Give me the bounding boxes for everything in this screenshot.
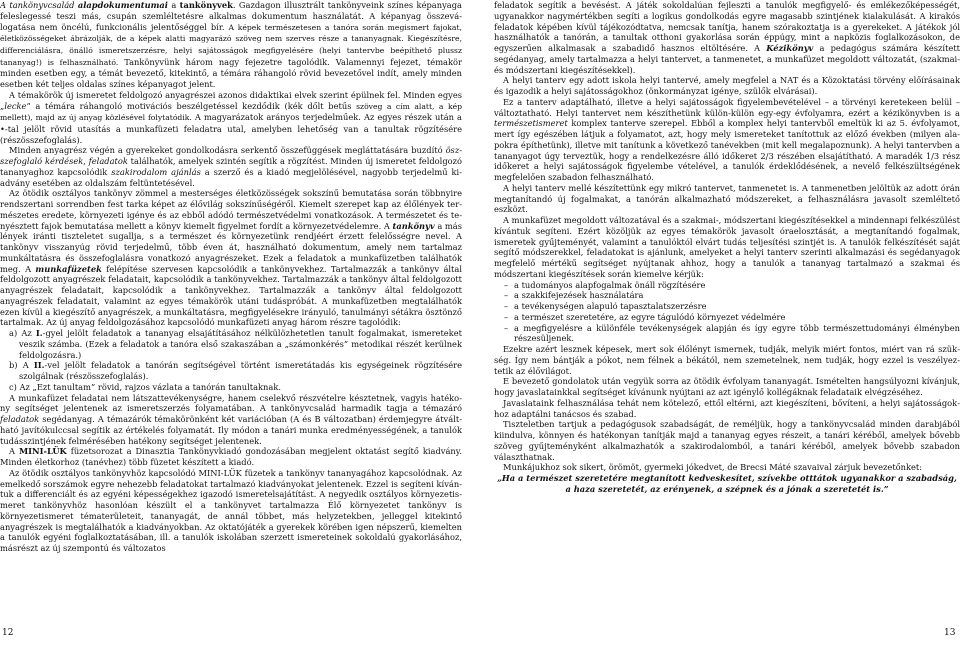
- lesson-structure-paragraph: A témakörök új ismeretet feldolgozó anyagrészei azonos didaktikai elvek szerint épülnek fel. Minden egyes „lecke” a témára ráhangoló motivációs beszélgetéssel kezdődik (kék dőlt betűs szöveg a cím alatt, a kép mellett), majd az új anyag közlésével folytatódik. A magyarázatok arányos terjedelműek. Az egyes részek után a •-tal jelölt rövid utasítás a munkafüzeti feladatra utal, amelyben lehetőség van a tanultak rögzítésére (részösszefoglalás).: [0, 89, 462, 145]
- workbook-task-types-list: [0, 328, 462, 393]
- right-column: [494, 0, 960, 495]
- mini-luk-paragraph: A MINI-LÜK füzetsorozat a Dinasztia Tankönyvkiadó gondozásában megjelent oktatást segítő kiadvány. Minden életkorhoz (tanévhez) több füzetet készített a kiadó.: [0, 446, 462, 468]
- teacher-freedom-paragraph: Tiszteletben tartjuk a pedagógusok szabadságát, de reméljük, hogy a tankönyvcsalád minden darabjából kiindulva, könnyen és hatékonyan tanítják majd a tananyag egyes részeit, a tanári kéréből, amelyek bővebb szöveg gyűjteményként alkalmazhatók a szakirodalomból, a tanári kéréből, amelyek bővebb szabadon választhatnak.: [494, 419, 960, 462]
- page-number-left: 12: [2, 628, 14, 638]
- page-number-right: 13: [944, 628, 956, 638]
- left-column: [0, 0, 462, 554]
- intro-paragraph: A tankönyvcsalád alapdokumentumai a tankönyvek. Gazdagon illusztrált tankönyveink színes képanyaga feleslegessé teszi más, csupán szemléltetésre alkalmas dokumentum használatát. A képanyag összeválogatása nem öncélú, funkcionális jelentőséggel bír. A képek természetesen a tanóra során megismert fajokat, életközösségeket ábrázolják, de a képek alatti magyarázó szöveg nem szerves része a tananyagnak. Kiegészítésre, differenciálásra, önálló ismeretszerzésre, helyi sajátosságok megfigyelésére (helyi tantervbe beépíthető plussz tananyag!) is felhasználható. Tankönyvünk három nagy fejezetre tagolódik. Valamennyi fejezet, témakör minden esetben egy, a témát bevezető, kitekintő, a témára ráhangoló rövid bevezetővel indít, amely minden esetben két teljes oldalas színes képanyagot jelent.: [0, 0, 462, 90]
- list-item: b) A II.-vel jelölt feladatok a tanórán segítségével történt ismeretátadás kis egységeinek rögzítésére szolgálnak (részösszefoglalás).: [9, 360, 462, 382]
- suggestions-optional-paragraph: Javaslataink felhasználása tehát nem kötelező, ettől eltérni, azt kiegészíteni, bővíteni, a helyi sajátosságokhoz adaptálni tanácsos és szabad.: [494, 397, 960, 419]
- closing-wishes-paragraph: Munkájukhoz sok sikert, örömöt, gyermeki jókedvet, de Brecsi Máté szavaival zárjuk bevezetőnket:: [503, 462, 923, 473]
- list-item: – a szakkifejezések használatára: [514, 290, 960, 301]
- fifth-grade-textbook-paragraph: Az ötödik osztályos tankönyv zömmel a mesterséges életközösségek sokszínű bemutatása során többnyire rendszertani sorrendben fest tarka képet az élővilág sokszínűségéről. Kiemelt szerepet kap az élőlények természetes eredete, környezeti igénye és az ebből adódó természetvédelmi vonatkozások. A természetet és tenyésztett fajok bemutatása mellett a könyv kiemelt figyelmet fordít a környezetvédelemre. A tankönyv a más lények iránti tiszteletet sugallja, s a természet és környezetünk rendjéért érzett felelősségre nevel. A tankönyv visszanyúg rövid terjedelmű, több éven át, használható dokumentum, amely nem tartalmaz munkáltatásra és összefoglalásra vonatkozó anyagrészeket. Ezek a feladatok a munkafüzetben találhatók meg. A munkafüzetek felépítése szervesen kapcsolódik a tankönyvekhez. Tartalmazzák a tankönyv által feldolgozott anyagrészek feladatait, kapcsolódik a tankönyvekhez. Tartalmazzák a tankönyv által feldolgozott anyagrészek feladatait, kapcsolódik a tankönyvekhez. Tartalmazzák a tankönyv által feldolgozott anyagrészek feladatait, valamint az egyes témakörök utáni tudáspróbát. A munkafüzetben megtalálhatók ezen kívül a kiegészítő anyagrészek, a munkáltatásra, megfigyelésekre irányuló, tanulmányi sétákra ösztönző tartalmak. Az új anyag feldolgozásához kapcsolódó munkafüzeti anyag három részre tagolódik:: [0, 188, 463, 328]
- micro-curriculum-paragraph: A helyi tanterv mellé készítettünk egy mikró tantervet, tanmenetet is. A tanmenetben jelöltük az adott órán megtanítandó új fogalmakat, a tanórán alkalmazható módszereket, a felhasználásra javasolt szemléltető eszközt.: [494, 182, 960, 215]
- introduction-closing-paragraph: E bevezető gondolatok után vegyük sorra az ötödik évfolyam tananyagát. Ismételten hangsúlyozni kívánjuk, hogy javaslatainkkal segítséget kívánunk nyújtani az azt igénylő kollégáknak feladataik elvégzéséhez.: [494, 376, 960, 397]
- list-item: c) Az „Ezt tanultam” rövid, rajzos vázlata a tanórán tanultaknak.: [9, 381, 282, 392]
- curriculum-adaptation-paragraph: Ez a tanterv adaptálható, illetve a helyi sajátosságok figyelembevételével – a törvényi keretekeen belül – változtatható. Helyi tantervet nem készíthetünk külön-külön egy-egy évfolyamra, ezért a kézikönyvben is a természetismeret komplex tanterve szerepel. Ebből a komplex helyi tantervből emeltük ki az 5. évfolyamot, mert így egészében látjuk a folyamatot, azt, hogy mely ismereteket tanítottuk az előző években (milyen alapokra építhetünk), illetve mit tanítunk a következő tanévekben (mit kell megalapoznunk). A helyi tantervben a tananyagot úgy terveztük, hogy a rendelkezésre álló időkeret 2/3 részében elsajátítható. A maradék 1/3 rész időkeret a helyi sajátosságok figyelembe vételével, a tanulók érdeklődésének, a nevelő felkészültségének megfelelően szabadon felhasználható.: [494, 96, 960, 182]
- local-curriculum-paragraph: A helyi tanterv egy adott iskola helyi tantervé, amely megfelel a NAT és a Közoktatási törvény előírásainak és igazodik a helyi sajátosságokhoz (önkormányzat igénye, szülők elvárásai).: [494, 75, 960, 96]
- list-item: – a tevékenységen alapuló tapasztalatszerzésre: [514, 301, 960, 312]
- living-beings-paragraph: Ezekre azért lesznek képesek, mert sok élőlényt ismernek, tudják, melyik miért fontos, miért van rá szükség. Így nem bántják a pókot, nem félnek a békától, nem szemetelnek, nem tudják, hogy ezzel is veszélyeztetik az élővilágot.: [494, 344, 960, 376]
- list-item: – a megfigyelésre a különféle tevékenységek alapján és így egyre több természettudományi élményben részesüljenek.: [514, 323, 960, 345]
- closing-quote-line-1: „Ha a természet szeretetére megtanított kedveskesítet, szívekbe otttátok ugyanakkor a szabadság,: [497, 473, 957, 483]
- workbook-tasks-paragraph: A munkafüzet feladatai nem látszattevékenységre, hanem cselekvő részvételre késztetnek, vagyis hatékony segítséget jelentenek az ismeretszerzés folyamatában. A tankönyvcsalád harmadik tagja a témazáró feladatok segédanyag. A témazárók témakörönként két variációban (A és B változatban) érdemjegyre átváltható javítókulccsal segítik az értékelés folyamatát. Ily módon a tanári munka eredményességének, a tanulók tudásszintjének felmérésében hatékony segítséget jelentenek.: [0, 392, 462, 446]
- closing-quote-line-2: a haza szeretetét, az erényenek, a szépnek és a jónak a szeretetét is.”: [565, 483, 889, 494]
- summary-questions-paragraph: Minden anyagrész végén a gyerekeket gondolkodásra serkentő összefüggések megláttatására buzdító öszszefoglaló kérdések, feladatok találhatók, amelyek szintén segítik a rögzítést. Minden új ismeretet feldolgozó tananyaghoz kapcsolódik szakirodalom ajánlás a szerző és a kiadó megjelölésével, nagyobb terjedelmű kiadvány esetében az oldalszám feltüntetésével.: [0, 145, 463, 188]
- emphasis-list: [494, 280, 960, 345]
- list-item: a) Az I.-gyel jelölt feladatok a tananyag elsajátításához nélkülözhetetlen tanult fogalmakat, ismereteket veszik számba. (Ezek a feladatok a tanóra első szakaszában a „számonkérés” metodikai részét kerülnek feldolgozásra.): [9, 328, 462, 360]
- game-skills-paragraph: feladatok segítik a bevésést. A játék sokoldalúan fejleszti a tanulók megfigyelő- és emlékezőképességét, ugyanakkor nagymértékben segíti a logikus gondolkodás egyre magasabb szintjének kialakulását. A kirakós feladatok képében kívül tájékozódtatva, nemcsak tanítja, hanem szórakoztatja is a gyerekeket. A játékok jól használhatók a tanórán, a tanultak otthoni gyakorlása során éppúgy, mint a napközis foglalkozásokon, de egyszerűen alkalmasak a szabadidő hasznos eltöltésére. A Kézikönyv a pedagógus számára készített segédanyag, amely tartalmazza a helyi tantervet, a tanmenetet, a munkafüzet megoldott változatát, (szakmai- és módszertani kiegészítésekkel).: [494, 0, 960, 75]
- list-item: – a tudományos alapfogalmak önáll rögzítésére: [514, 280, 960, 291]
- mini-luk-details-paragraph: Az ötödik osztályos tankönyvhöz kapcsolódó MINI-LÜK füzetek a tankönyv tananyagához kapcsolódnak. Az emelkedő sorszámok egyre nehezebb feladatokat tartalmazó kiadványokat jelentenek. Ezzel is segíteni kívántuk a differenciált és az egyéni képességekhez igazodó ismeretelsajátítást. A negyedik osztályos környezetismeret tankönyvhöz hasonlóan készült el a tankönyvet tartalmazza Élő környezetet tankönyv is környezetismeret tématerületeit, tananyagát, de annál többet, más helyzetekben, jelleggel kitekintő anyagrészek is megtalálhatók a kiadványokban. Az oktatójáték a gyerekek körében igen népszerű, kiemelten a tanulók egyéni foglalkoztatásában, ill. a tanulók iskolában szerzett ismereteinek sokoldalú gyakorlásához, másrészt az új szempontú és változatos: [0, 467, 462, 554]
- list-item: – a természet szeretetére, az egyre tágulódó környezet védelmére: [514, 312, 960, 323]
- workbook-solutions-paragraph: A munkafüzet megoldott változatával és a szakmai-, módszertani kiegészítésekkel a mindennapi felkészülést kívántuk segíteni. Ezért közöljük az egyes témakörök javasolt óraelosztását, a megtanítandó fogalmak, ismeretek gyűjteményét, valamint a tanulóktól elvárt tudás teljesítési szintjét is. A tanulók felkészítését saját segítő módszerekkel, feladatokat is ajánlunk, amelyeket a helyi tanterv szerinti alkalmazási és segédanyagok megfelelő mértékű segítséget nyújtanak ahhoz, hogy a tanulók a tananyag tartalmazó a szakmai és módszertani kiegészítések során kiemelve kérjük:: [494, 215, 960, 279]
